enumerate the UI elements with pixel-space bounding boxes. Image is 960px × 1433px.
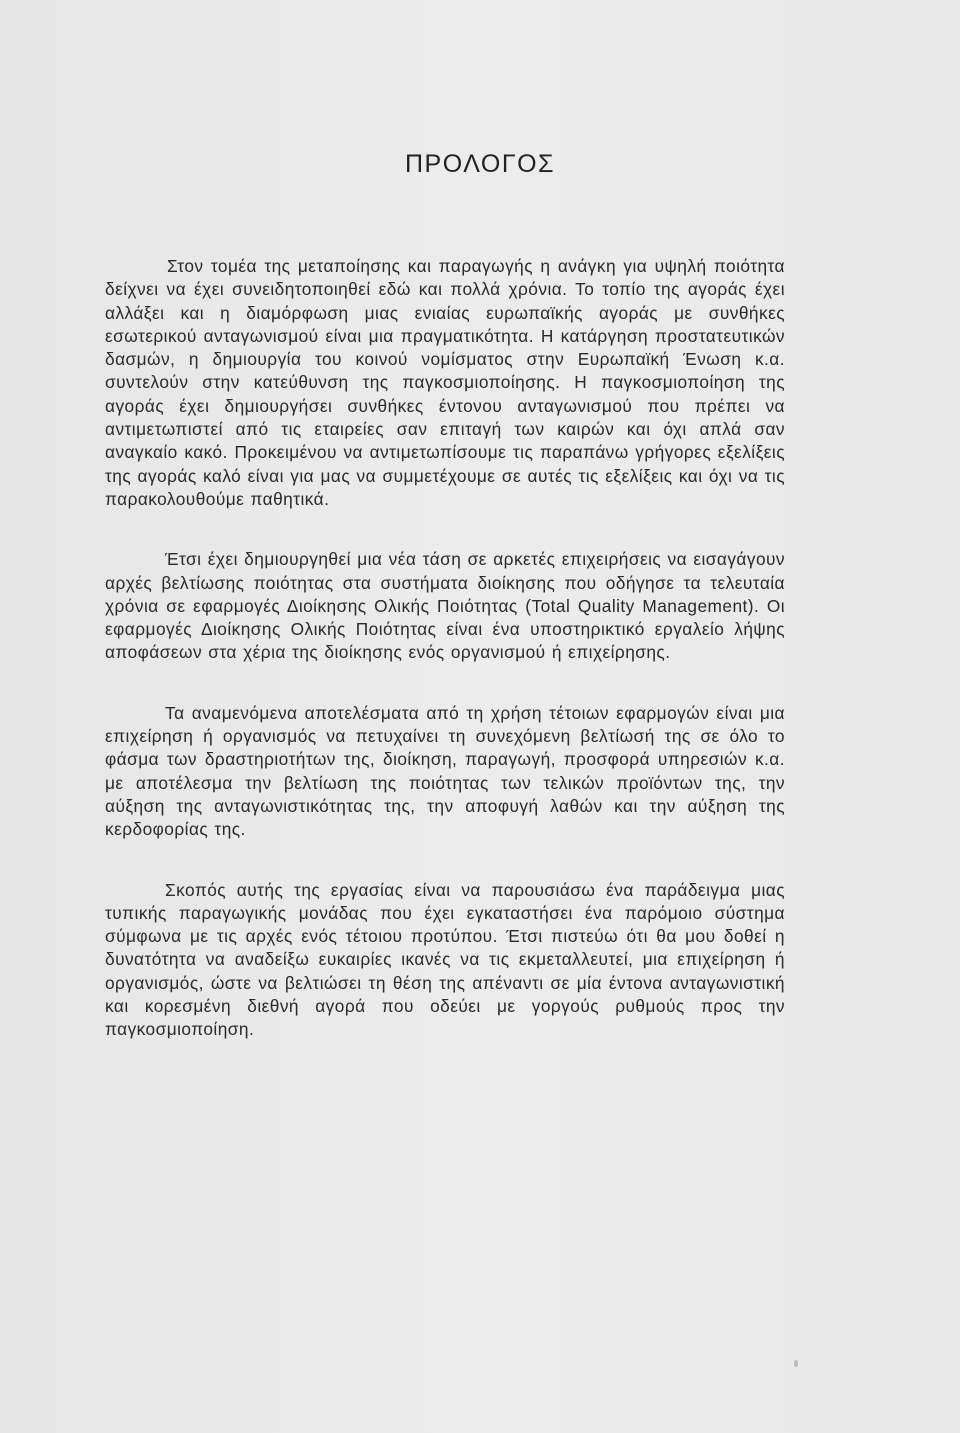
scan-speck <box>794 1360 798 1367</box>
paragraph-2: Έτσι έχει δημιουργηθεί μια νέα τάση σε αρκετές επιχειρήσεις να εισαγάγουν αρχές βελτίωσης ποιότητας στα συστήματα διοίκησης που οδήγησε τα τελευταία χρόνια σε εφαρμογές Διοίκησης Ολικής Ποιότητας (Total Quality Management). Οι εφαρμογές Διοίκησης Ολικής Ποιότητας είναι ένα υποστηρικτικό εργαλείο λήψης αποφάσεων στα χέρια της διοίκησης ενός οργανισμού ή επιχείρησης. <box>105 549 785 663</box>
paragraph-4: Σκοπός αυτής της εργασίας είναι να παρουσιάσω ένα παράδειγμα μιας τυπικής παραγωγικής μονάδας που έχει εγκαταστήσει ένα παρόμοιο σύστημα σύμφωνα με τις αρχές ενός τέτοιου προτύπου. Έτσι πιστεύω ότι θα μου δοθεί η δυνατότητα να αναδείξω ευκαιρίες ικανές να τις εκμεταλλευτεί, μια επιχείρηση ή οργανισμός, ώστε να βελτιώσει τη θέση της απέναντι σε μία έντονα ανταγωνιστική και κορεσμένη διεθνή αγορά που οδεύει με γοργούς ρυθμούς προς την παγκοσμιοποίηση. <box>105 879 785 1040</box>
paragraph-3: Τα αναμενόμενα αποτελέσματα από τη χρήση τέτοιων εφαρμογών είναι μια επιχείρηση ή οργανισμός να πετυχαίνει τη συνεχόμενη βελτίωσή της σε όλο το φάσμα των δραστηριοτήτων της, διοίκηση, παραγωγή, προσφορά υπηρεσιών κ.α. με αποτέλεσμα την βελτίωση της ποιότητας των τελικών προϊόντων της, την αύξηση της ανταγωνιστικότητας της, την αποφυγή λαθών και την αύξηση της κερδοφορίας της. <box>105 702 785 840</box>
document-body <box>105 255 785 1079</box>
paragraph-1: Στον τομέα της μεταποίησης και παραγωγής η ανάγκη για υψηλή ποιότητα δείχνει να έχει συνειδητοποιηθεί εδώ και πολλά χρόνια. Το τοπίο της αγοράς έχει αλλάξει και η διαμόρφωση μιας ενιαίας ευρωπαϊκής αγοράς με συνθήκες εσωτερικού ανταγωνισμού είναι μια πραγματικότητα. Η κατάργηση προστατευτικών δασμών, η δημιουργία του κοινού νομίσματος στην Ευρωπαϊκή Ένωση κ.α. συντελούν στην κατεύθυνση της παγκοσμιοποίησης. Η παγκοσμιοποίηση της αγοράς έχει δημιουργήσει συνθήκες έντονου ανταγωνισμού που πρέπει να αντιμετωπιστεί από τις εταιρείες σαν επιταγή των καιρών και όχι απλά σαν αναγκαίο κακό. Προκειμένου να αντιμετωπίσουμε τις παραπάνω γρήγορες εξελίξεις της αγοράς καλό είναι για μας να συμμετέχουμε σε αυτές τις εξελίξεις και όχι να τις παρακολουθούμε παθητικά. <box>105 256 785 509</box>
page-title: ΠΡΟΛΟΓΟΣ <box>404 150 555 178</box>
